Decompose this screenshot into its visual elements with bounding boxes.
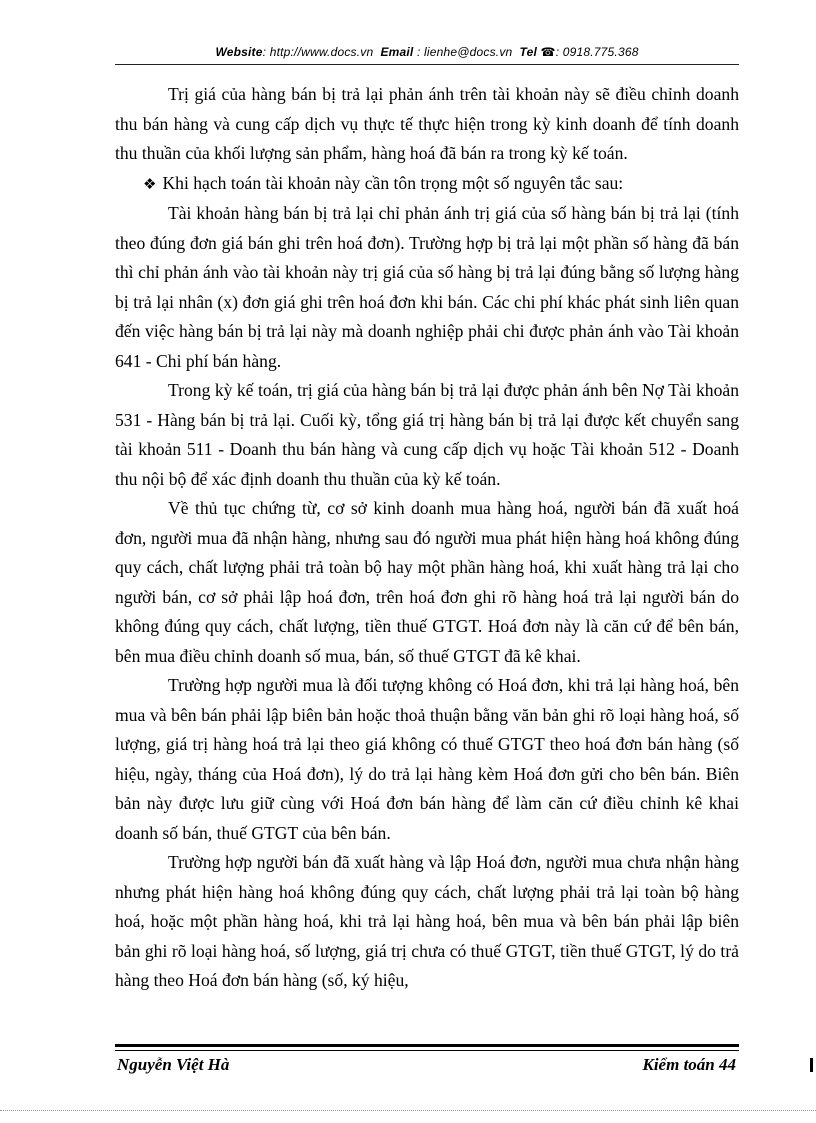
phone-label: Tel ☎ bbox=[519, 45, 556, 59]
document-body bbox=[115, 80, 739, 996]
page-header bbox=[115, 45, 739, 59]
footer-author: Nguyễn Việt Hà bbox=[117, 1055, 230, 1074]
page-edge-mark bbox=[810, 1058, 813, 1072]
bullet-paragraph bbox=[115, 169, 739, 200]
footer-divider-thick bbox=[115, 1044, 739, 1047]
footer-divider-thin bbox=[115, 1050, 739, 1051]
bullet-text: Khi hạch toán tài khoản này cần tôn trọng một số nguyên tắc sau: bbox=[162, 172, 624, 193]
website-url[interactable]: : http://www.docs.vn bbox=[262, 45, 374, 59]
footer-course-page: Kiểm toán 44 bbox=[642, 1055, 736, 1074]
paragraph: Trị giá của hàng bán bị trả lại phản ánh trên tài khoản này sẽ điều chỉnh doanh thu bán hàng và cung cấp dịch vụ thực tế thực hiện trong kỳ kinh doanh để tính doanh thu thuần của khối lượng sản phẩm, hàng hoá đã bán ra trong kỳ kế toán. bbox=[115, 84, 739, 163]
paragraph: Trong kỳ kế toán, trị giá của hàng bán bị trả lại được phản ánh bên Nợ Tài khoản 531 - Hàng bán bị trả lại. Cuối kỳ, tổng giá trị hàng bán bị trả lại được kết chuyển sang tài khoản 511 - Doanh thu bán hàng và cung cấp dịch vụ hoặc Tài khoản 512 - Doanh thu nội bộ để xác định doanh thu thuần của kỳ kế toán. bbox=[115, 380, 739, 489]
paragraph: Trường hợp người bán đã xuất hàng và lập Hoá đơn, người mua chưa nhận hàng nhưng phát hiện hàng hoá không đúng quy cách, chất lượng phải trả lại toàn bộ hàng hoá, hoặc một phần hàng hoá, khi trả lại hàng hoá, bên mua và bên bán phải lập biên bản ghi rõ loại hàng hoá, số lượng, giá trị chưa có thuế GTGT, tiền thuế GTGT, lý do trả hàng theo Hoá đơn bán hàng (số, ký hiệu, bbox=[115, 852, 739, 990]
paragraph: Về thủ tục chứng từ, cơ sở kinh doanh mua hàng hoá, người bán đã xuất hoá đơn, người mua đã nhận hàng, nhưng sau đó người mua phát hiện hàng hoá không đúng quy cách, chất lượng phải trả toàn bộ hay một phần hàng hoá, khi xuất hàng trả lại cho người bán, cơ sở phải lập hoá đơn, trên hoá đơn ghi rõ hàng hoá trả lại người bán do không đúng quy cách, chất lượng, tiền thuế GTGT. Hoá đơn này là căn cứ để bên bán, bên mua điều chỉnh doanh số mua, bán, số thuế GTGT đã kê khai. bbox=[115, 498, 739, 666]
paragraph: Tài khoản hàng bán bị trả lại chỉ phản ánh trị giá của số hàng bán bị trả lại (tính theo đúng đơn giá bán ghi trên hoá đơn). Trường hợp bị trả lại một phần số hàng đã bán thì chỉ phản ánh vào tài khoản này trị giá của số hàng bị trả lại đúng bằng số lượng hàng bị trả lại nhân (x) đơn giá ghi trên hoá đơn khi bán. Các chi phí khác phát sinh liên quan đến việc hàng bán bị trả lại này mà doanh nghiệp phải chi được phản ánh vào Tài khoản 641 - Chi phí bán hàng. bbox=[115, 203, 739, 371]
page-bottom-divider bbox=[0, 1110, 816, 1111]
website-label: Website bbox=[215, 45, 263, 59]
header-divider bbox=[115, 64, 739, 65]
phone-number: : 0918.775.368 bbox=[555, 45, 639, 59]
email-label: Email bbox=[380, 45, 414, 59]
paragraph: Trường hợp người mua là đối tượng không có Hoá đơn, khi trả lại hàng hoá, bên mua và bên bán phải lập biên bản hoặc thoả thuận bằng văn bản ghi rõ loại hàng hoá, số lượng, giá trị hàng hoá trả lại theo giá không có thuế GTGT theo hoá đơn bán hàng (số hiệu, ngày, tháng của Hoá đơn), lý do trả lại hàng kèm Hoá đơn gửi cho bên bán. Biên bản này được lưu giữ cùng với Hoá đơn bán hàng để làm căn cứ điều chỉnh kê khai doanh số bán, thuế GTGT của bên bán. bbox=[115, 675, 739, 843]
diamond-bullet-icon: ❖ bbox=[143, 174, 157, 193]
email-address[interactable]: : lienhe@docs.vn bbox=[413, 45, 513, 59]
